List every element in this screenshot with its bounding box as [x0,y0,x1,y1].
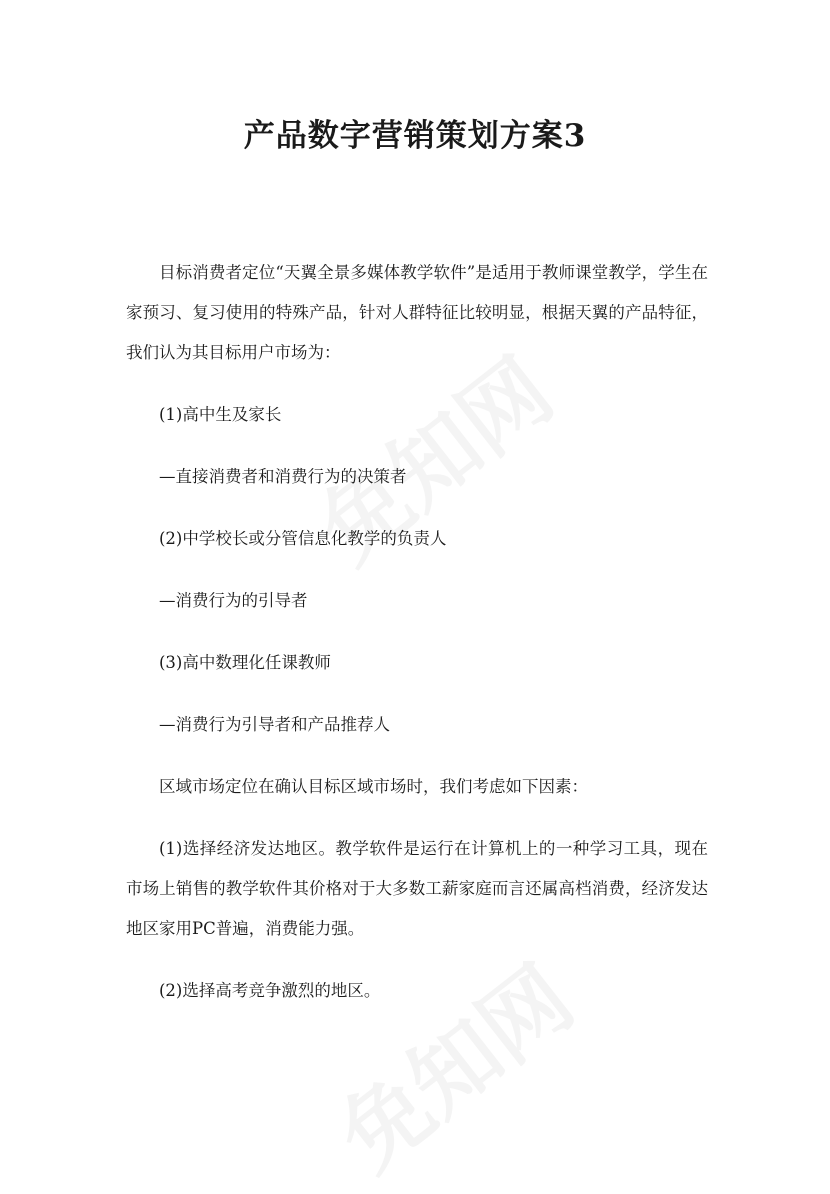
paragraph-factor-2: (2)选择高考竞争激烈的地区。 [159,981,381,1000]
paragraph-item-2-note: —消费行为的引导者 [159,591,308,610]
paragraph-item-1-note: —直接消费者和消费行为的决策者 [159,467,407,486]
paragraph-target-consumer: 目标消费者定位“天翼全景多媒体教学软件”是适用于教师课堂教学，学生在家预习、复习使用的特殊产品，针对人群特征比较明显，根据天翼的产品特征，我们认为其目标用户市场为： [126,263,708,362]
paragraph-factor-1: (1)选择经济发达地区。教学软件是运行在计算机上的一种学习工具，现在市场上销售的教学软件其价格对于大多数工薪家庭而言还属高档消费，经济发达地区家用PC普遍，消费能力强。 [126,839,708,938]
paragraph-item-1: (1)高中生及家长 [159,405,282,424]
paragraph-item-3: (3)高中数理化任课教师 [159,653,331,672]
document-body [126,253,708,1033]
paragraph-item-2: (2)中学校长或分管信息化教学的负责人 [159,529,447,548]
page-title: 产品数字营销策划方案3 [243,118,587,154]
paragraph-regional-market: 区域市场定位在确认目标区域市场时，我们考虑如下因素： [159,777,588,796]
paragraph-item-3-note: —消费行为引导者和产品推荐人 [159,715,390,734]
